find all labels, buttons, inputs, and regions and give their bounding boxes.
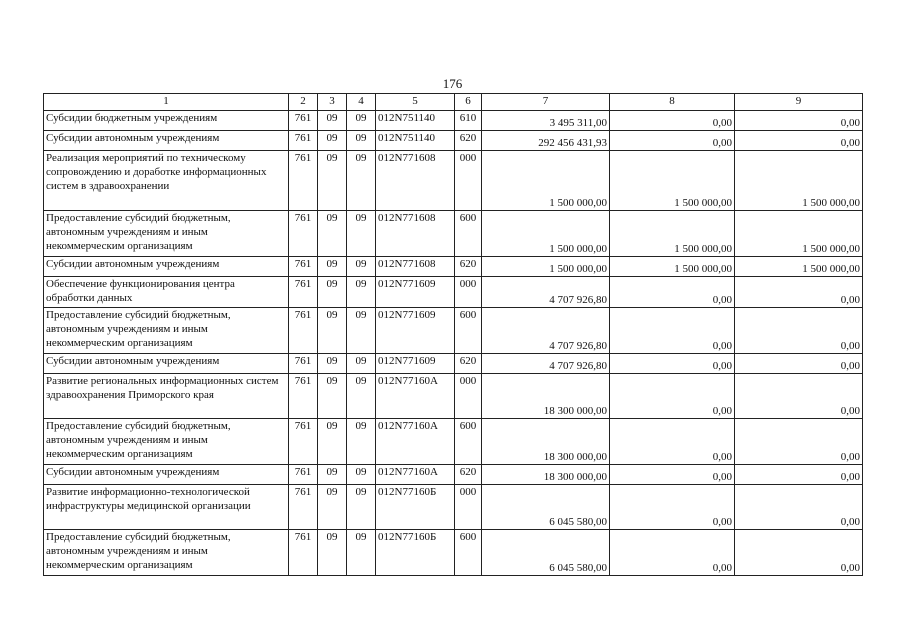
- table-body: [44, 111, 863, 576]
- ministry-code: 761: [289, 131, 318, 151]
- target-article-code: 012N771608: [376, 211, 455, 257]
- amount-col8: 1 500 000,00: [610, 211, 735, 257]
- amount-col8: 0,00: [610, 485, 735, 530]
- column-header-2: 2: [289, 94, 318, 111]
- ministry-code: 761: [289, 308, 318, 354]
- row-name: Обеспечение функционирования центра обработки данных: [44, 277, 289, 308]
- row-name: Развитие региональных информационных систем здравоохранения Приморского края: [44, 374, 289, 419]
- table-row: [44, 308, 863, 354]
- target-article-code: 012N77160Б: [376, 485, 455, 530]
- target-article-code: 012N771609: [376, 308, 455, 354]
- expense-type-code: 600: [455, 530, 482, 576]
- table-row: [44, 465, 863, 485]
- amount-col9: 1 500 000,00: [735, 211, 863, 257]
- target-article-code: 012N751140: [376, 131, 455, 151]
- table-row: [44, 530, 863, 576]
- amount-col9: 0,00: [735, 308, 863, 354]
- amount-col7: 4 707 926,80: [482, 277, 610, 308]
- amount-col7: 3 495 311,00: [482, 111, 610, 131]
- section-code: 09: [318, 485, 347, 530]
- column-header-5: 5: [376, 94, 455, 111]
- amount-col8: 0,00: [610, 354, 735, 374]
- column-header-4: 4: [347, 94, 376, 111]
- section-code: 09: [318, 151, 347, 211]
- ministry-code: 761: [289, 530, 318, 576]
- expense-type-code: 610: [455, 111, 482, 131]
- row-name: Субсидии автономным учреждениям: [44, 465, 289, 485]
- budget-table: [43, 93, 863, 576]
- amount-col9: 0,00: [735, 354, 863, 374]
- amount-col7: 18 300 000,00: [482, 374, 610, 419]
- subsection-code: 09: [347, 131, 376, 151]
- amount-col7: 18 300 000,00: [482, 419, 610, 465]
- table-row: [44, 354, 863, 374]
- amount-col9: 1 500 000,00: [735, 257, 863, 277]
- expense-type-code: 620: [455, 465, 482, 485]
- row-name: Реализация мероприятий по техническому сопровождению и доработке информационных систем в здравоохранении: [44, 151, 289, 211]
- row-name: Субсидии автономным учреждениям: [44, 131, 289, 151]
- section-code: 09: [318, 211, 347, 257]
- row-name: Субсидии автономным учреждениям: [44, 257, 289, 277]
- amount-col8: 0,00: [610, 111, 735, 131]
- subsection-code: 09: [347, 257, 376, 277]
- amount-col8: 0,00: [610, 374, 735, 419]
- row-name: Предоставление субсидий бюджетным, автономным учреждениям и иным некоммерческим организациям: [44, 419, 289, 465]
- row-name: Предоставление субсидий бюджетным, автономным учреждениям и иным некоммерческим организациям: [44, 211, 289, 257]
- subsection-code: 09: [347, 530, 376, 576]
- row-name: Предоставление субсидий бюджетным, автономным учреждениям и иным некоммерческим организациям: [44, 530, 289, 576]
- ministry-code: 761: [289, 211, 318, 257]
- ministry-code: 761: [289, 419, 318, 465]
- subsection-code: 09: [347, 465, 376, 485]
- expense-type-code: 600: [455, 419, 482, 465]
- target-article-code: 012N77160A: [376, 374, 455, 419]
- subsection-code: 09: [347, 374, 376, 419]
- amount-col9: 0,00: [735, 530, 863, 576]
- section-code: 09: [318, 131, 347, 151]
- amount-col7: 1 500 000,00: [482, 211, 610, 257]
- target-article-code: 012N77160A: [376, 419, 455, 465]
- subsection-code: 09: [347, 419, 376, 465]
- ministry-code: 761: [289, 257, 318, 277]
- section-code: 09: [318, 354, 347, 374]
- table-row: [44, 111, 863, 131]
- target-article-code: 012N771609: [376, 277, 455, 308]
- subsection-code: 09: [347, 151, 376, 211]
- ministry-code: 761: [289, 277, 318, 308]
- section-code: 09: [318, 257, 347, 277]
- table-row: [44, 485, 863, 530]
- row-name: Субсидии бюджетным учреждениям: [44, 111, 289, 131]
- ministry-code: 761: [289, 485, 318, 530]
- target-article-code: 012N771608: [376, 257, 455, 277]
- table-row: [44, 374, 863, 419]
- amount-col9: 0,00: [735, 419, 863, 465]
- amount-col9: 0,00: [735, 131, 863, 151]
- expense-type-code: 620: [455, 257, 482, 277]
- amount-col7: 18 300 000,00: [482, 465, 610, 485]
- section-code: 09: [318, 530, 347, 576]
- table-row: [44, 277, 863, 308]
- target-article-code: 012N751140: [376, 111, 455, 131]
- table-header-row: [44, 94, 863, 111]
- amount-col8: 0,00: [610, 308, 735, 354]
- amount-col8: 0,00: [610, 419, 735, 465]
- column-header-1: 1: [44, 94, 289, 111]
- subsection-code: 09: [347, 485, 376, 530]
- ministry-code: 761: [289, 465, 318, 485]
- section-code: 09: [318, 111, 347, 131]
- amount-col9: 0,00: [735, 374, 863, 419]
- amount-col8: 0,00: [610, 530, 735, 576]
- column-header-6: 6: [455, 94, 482, 111]
- amount-col7: 4 707 926,80: [482, 308, 610, 354]
- column-header-3: 3: [318, 94, 347, 111]
- amount-col7: 1 500 000,00: [482, 257, 610, 277]
- amount-col8: 1 500 000,00: [610, 257, 735, 277]
- subsection-code: 09: [347, 211, 376, 257]
- table-row: [44, 151, 863, 211]
- ministry-code: 761: [289, 111, 318, 131]
- target-article-code: 012N771609: [376, 354, 455, 374]
- row-name: Развитие информационно-технологической инфраструктуры медицинской организации: [44, 485, 289, 530]
- amount-col8: 0,00: [610, 131, 735, 151]
- section-code: 09: [318, 308, 347, 354]
- expense-type-code: 600: [455, 211, 482, 257]
- subsection-code: 09: [347, 111, 376, 131]
- row-name: Предоставление субсидий бюджетным, автономным учреждениям и иным некоммерческим организациям: [44, 308, 289, 354]
- target-article-code: 012N77160A: [376, 465, 455, 485]
- section-code: 09: [318, 465, 347, 485]
- amount-col8: 0,00: [610, 465, 735, 485]
- amount-col7: 6 045 580,00: [482, 530, 610, 576]
- ministry-code: 761: [289, 374, 318, 419]
- expense-type-code: 620: [455, 131, 482, 151]
- section-code: 09: [318, 277, 347, 308]
- ministry-code: 761: [289, 151, 318, 211]
- subsection-code: 09: [347, 354, 376, 374]
- table-row: [44, 131, 863, 151]
- expense-type-code: 620: [455, 354, 482, 374]
- amount-col9: 0,00: [735, 465, 863, 485]
- amount-col9: 0,00: [735, 111, 863, 131]
- table-row: [44, 257, 863, 277]
- row-name: Субсидии автономным учреждениям: [44, 354, 289, 374]
- expense-type-code: 000: [455, 374, 482, 419]
- expense-type-code: 600: [455, 308, 482, 354]
- amount-col7: 1 500 000,00: [482, 151, 610, 211]
- amount-col8: 1 500 000,00: [610, 151, 735, 211]
- amount-col7: 292 456 431,93: [482, 131, 610, 151]
- amount-col9: 1 500 000,00: [735, 151, 863, 211]
- amount-col9: 0,00: [735, 485, 863, 530]
- section-code: 09: [318, 419, 347, 465]
- column-header-8: 8: [610, 94, 735, 111]
- expense-type-code: 000: [455, 151, 482, 211]
- subsection-code: 09: [347, 277, 376, 308]
- section-code: 09: [318, 374, 347, 419]
- subsection-code: 09: [347, 308, 376, 354]
- table-row: [44, 419, 863, 465]
- target-article-code: 012N771608: [376, 151, 455, 211]
- page-number: 176: [442, 76, 463, 91]
- amount-col7: 4 707 926,80: [482, 354, 610, 374]
- expense-type-code: 000: [455, 277, 482, 308]
- amount-col8: 0,00: [610, 277, 735, 308]
- target-article-code: 012N77160Б: [376, 530, 455, 576]
- expense-type-code: 000: [455, 485, 482, 530]
- amount-col9: 0,00: [735, 277, 863, 308]
- ministry-code: 761: [289, 354, 318, 374]
- amount-col7: 6 045 580,00: [482, 485, 610, 530]
- column-header-7: 7: [482, 94, 610, 111]
- column-header-9: 9: [735, 94, 863, 111]
- table-row: [44, 211, 863, 257]
